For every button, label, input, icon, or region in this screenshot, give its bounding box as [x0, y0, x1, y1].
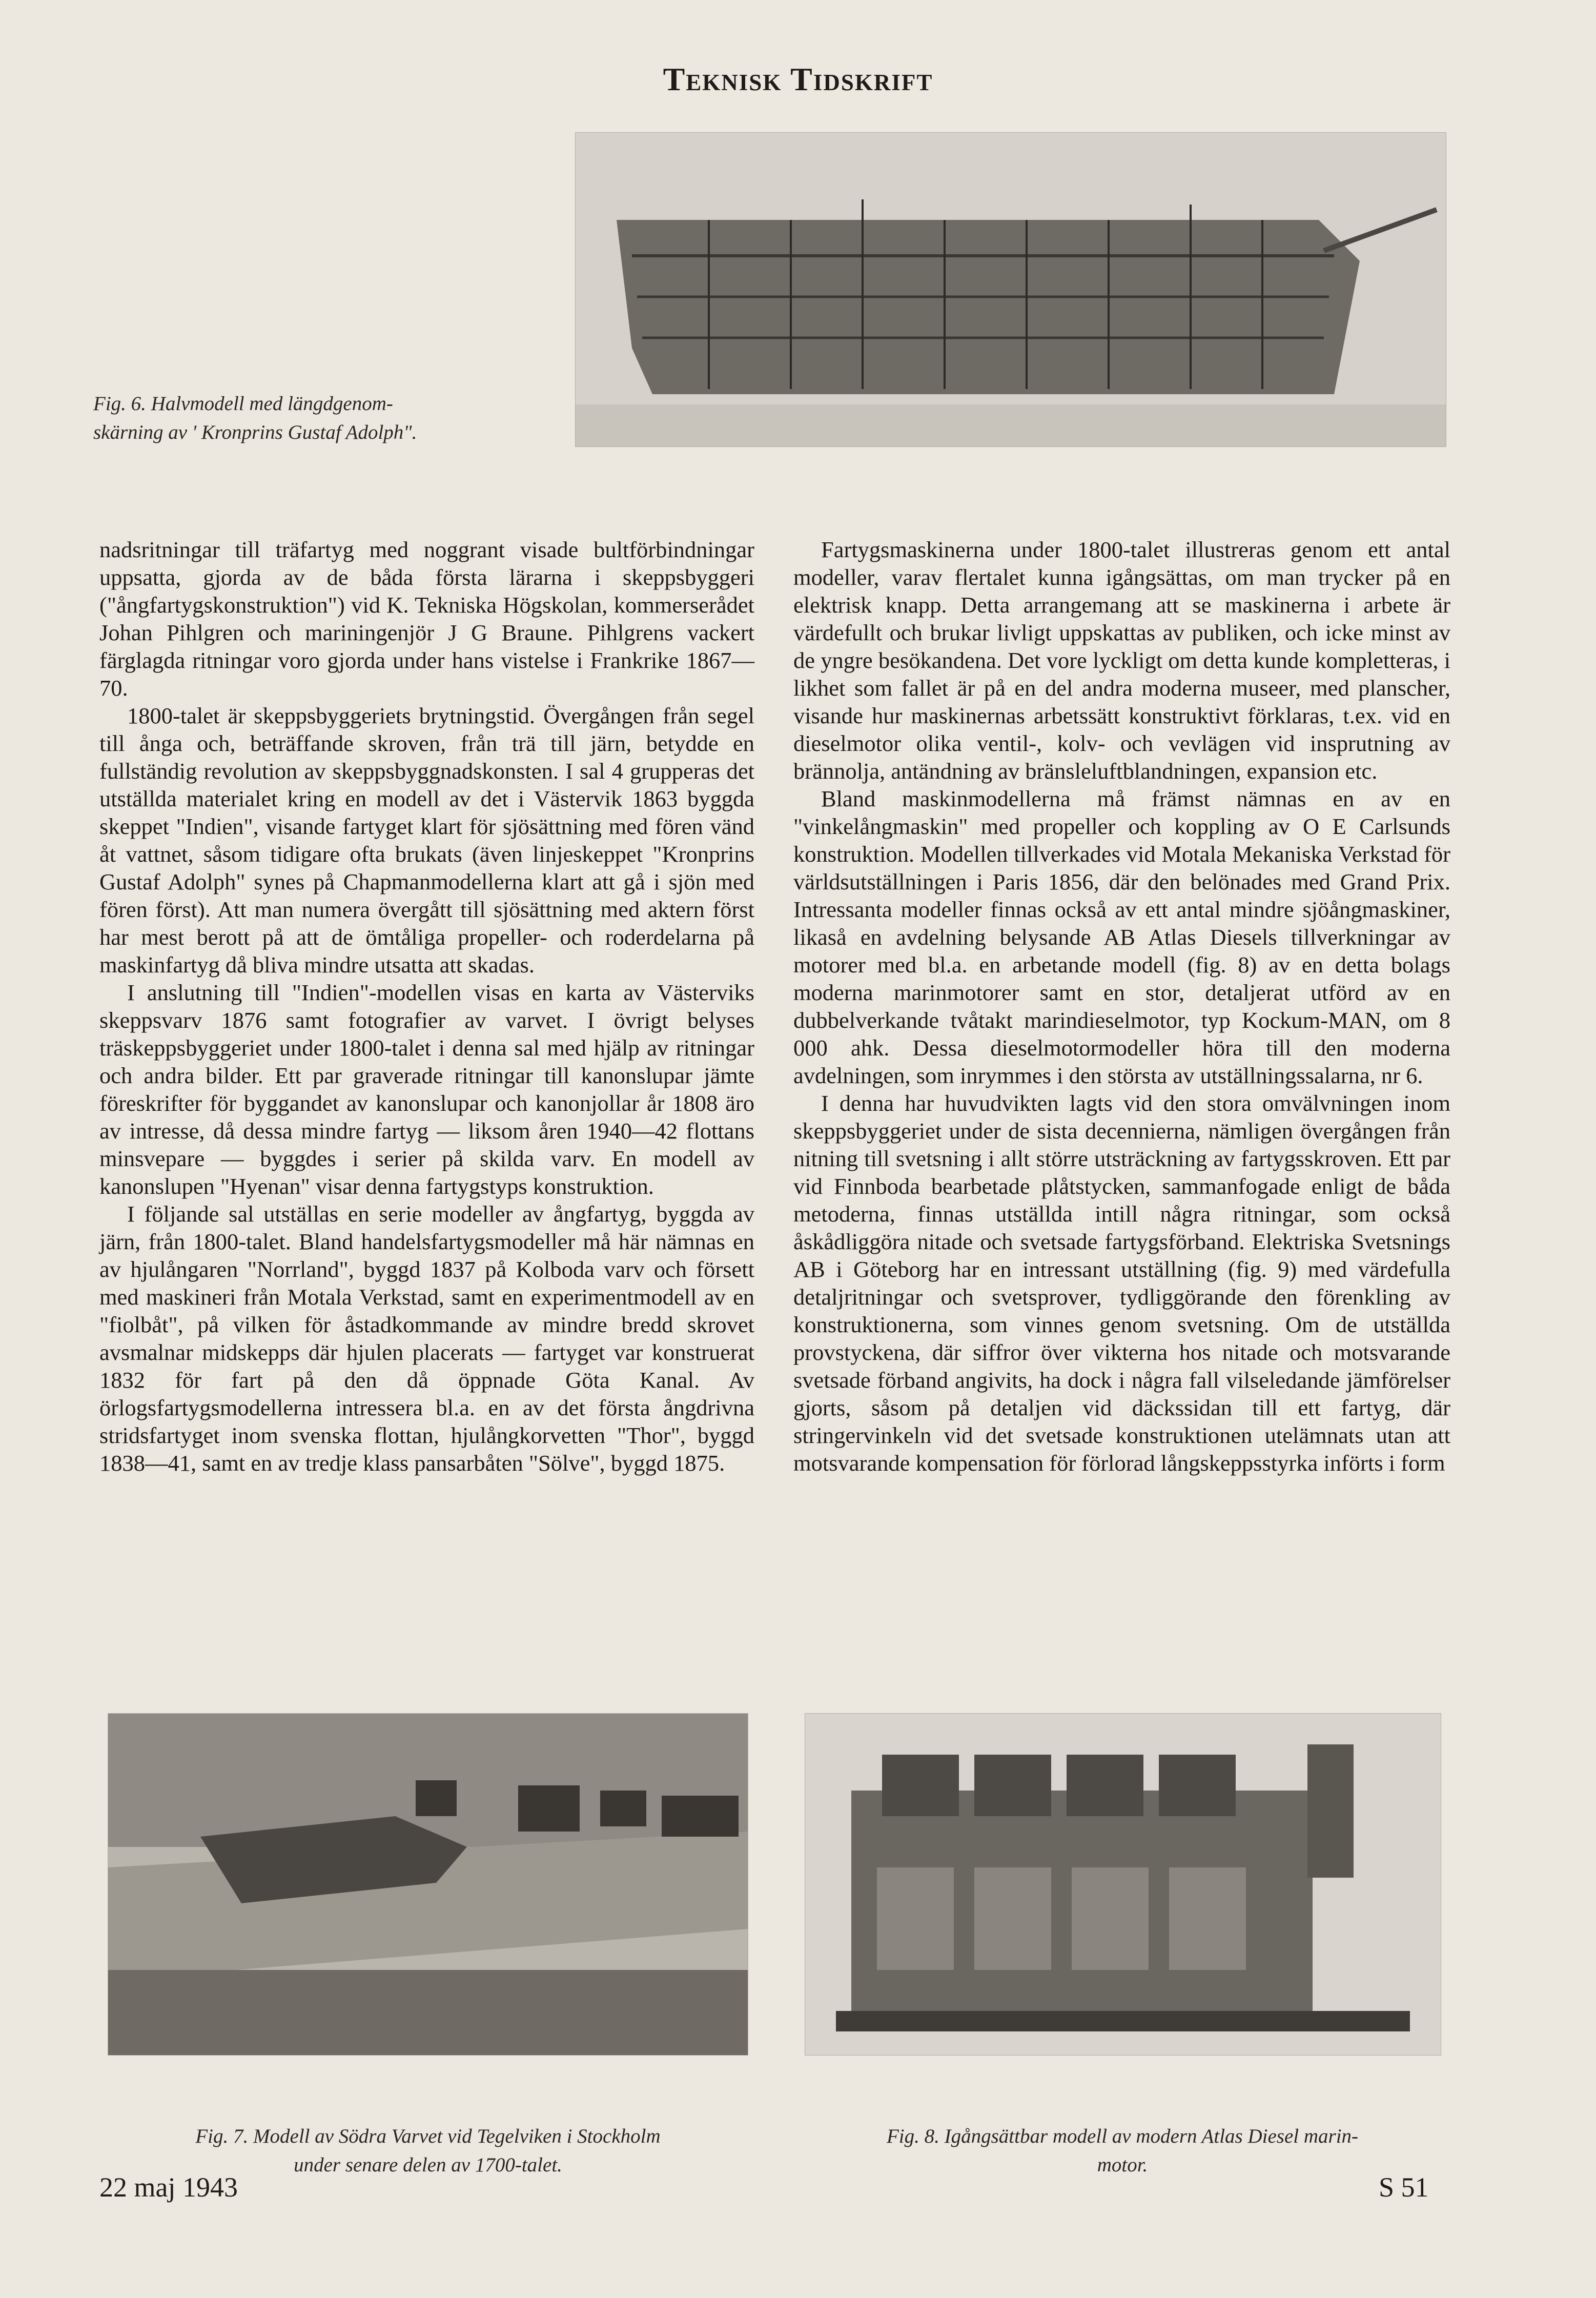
fig7-shipyard-model-photo: [108, 1713, 748, 2056]
fig8-caption: [789, 2122, 1456, 2180]
fig8-caption-line2: motor.: [1097, 2154, 1148, 2176]
left-text-column: [99, 536, 754, 1477]
fig8-caption-line1: Fig. 8. Igångsättbar modell av modern Atlas Diesel marin-: [886, 2125, 1359, 2147]
left-paragraph-3: I anslutning till "Indien"-modellen visas en karta av Västerviks skeppsvarv 1876 samt fotografier av varvet. I övrigt belyses träskeppsbyggeriet under 1800-talet i denna sal med hjälp av ritningar och andra bilder. Ett par graverade ritningar till kanonslupar jämte föreskrifter för byggandet av kanonslupar och kanonjollar år 1808 äro av intresse, då dessa mindre fartyg — liksom åren 1940—42 flottans minsvepare — byggdes i serier på skilda varv. En modell av kanonslupen "Hyenan" visar denna fartygstyps konstruktion.: [99, 980, 754, 1199]
left-paragraph-4: I följande sal utställas en serie modeller av ångfartyg, byggda av järn, från 1800-talet. Bland handelsfartygsmodeller må här nämnas en av hjulångaren "Norrland", byggd 1837 på Kolboda varv och försett med maskineri från Motala Verkstad, samt en experimentmodell av en "fiolbåt", på vilken för åstadkommande av mindre bredd skrovet avsmalnar midskepps där hjulen placerats — fartyget var konstruerat 1832 för fart på den då öppnade Göta Kanal. Av örlogsfartygsmodellerna intressera bl.a. en av det första ångdrivna stridsfartyget inom svenska flottan, hjulångkorvetten "Thor", byggd 1838—41, samt en av tredje klass pansarbåten "Sölve", byggd 1875.: [99, 1201, 754, 1476]
fig7-caption-line1: Fig. 7. Modell av Södra Varvet vid Tegelviken i Stockholm: [195, 2125, 661, 2147]
fig6-ship-halfmodel-photo: [575, 132, 1446, 447]
fig7-caption-line2: under senare delen av 1700-talet.: [294, 2154, 562, 2176]
journal-title: Teknisk Tidskrift: [663, 61, 933, 97]
fig6-caption-line1: Fig. 6. Halvmodell med längdgenom-: [93, 393, 393, 415]
fig6-caption: [93, 390, 555, 447]
right-paragraph-3: I denna har huvudvikten lagts vid den stora omvälvningen inom skeppsbyggeriet under de sista decennierna, nämligen övergången från nitning till svetsning i allt större utsträckning av fartygsskroven. Ett par vid Finnboda bearbetade plåtstycken, sammanfogade enligt de båda metoderna, finnas utställda intill några ritningar, som också åskådliggöra nitade och svetsade fartygsförband. Elektriska Svetsnings AB i Göteborg har en intressant utställning (fig. 9) med värdefulla detaljritningar och svetsprover, tydliggörande den förenkling av konstruktionerna, som vinnes genom svetsning. Om de utställda provstyckena, där siffror över vikterna hos nitade och motsvarande svetsade förband angivits, ha dock i några fall vilseledande jämförelser gjorts, såsom på detaljen vid däckssidan till ett fartyg, där stringervinkeln vid det svetsade konstruktionen utelämnats utan att motsvarande kompensation för förlorad långskeppsstyrka införts i form: [793, 1090, 1450, 1476]
footer-page-number: S 51: [1379, 2172, 1429, 2203]
right-paragraph-1: Fartygsmaskinerna under 1800-talet illustreras genom ett antal modeller, varav flertalet kunna igångsättas, om man trycker på en elektrisk knapp. Detta arrangemang att se maskinerna i arbete är värdefullt och brukar livligt uppskattas av publiken, och icke minst av de yngre besökandena. Det vore lyckligt om detta kunde kompletteras, i likhet som fallet är på en del andra moderna museer, med planscher, visande hur maskinernas arbetssätt konstruktivt förklaras, t.ex. vid en dieselmotor olika ventil-, kolv- och vevlägen vid insprutning av brännolja, antändning av bränsleluftblandningen, expansion etc.: [793, 537, 1450, 784]
left-paragraph-1: nadsritningar till träfartyg med noggrant visade bultförbindningar uppsatta, gjorda av de båda första lärarna i skeppsbyggeri ("ångfartygskonstruktion") vid K. Tekniska Högskolan, kommerserådet Johan Pihlgren och mariningenjör J G Braune. Pihlgrens vackert färglagda ritningar voro gjorda under hans vistelse i Frankrike 1867—70.: [99, 537, 754, 701]
fig8-diesel-engine-photo: [805, 1713, 1441, 2056]
footer-date: 22 maj 1943: [99, 2172, 238, 2203]
fig6-caption-line2: skärning av ' Kronprins Gustaf Adolph".: [93, 421, 417, 443]
right-paragraph-2: Bland maskinmodellerna må främst nämnas en av en "vinkelångmaskin" med propeller och koppling av O E Carlsunds konstruktion. Modellen tillverkades vid Motala Mekaniska Verkstad för världsutställningen i Paris 1856, där den belönades med Grand Prix. Intressanta modeller finnas också av ett antal mindre sjöångmaskiner, likaså en avdelning belysande AB Atlas Diesels tillverkningar av motorer med bl.a. en arbetande modell (fig. 8) av en detta bolags moderna marinmotorer samt en stor, detaljerat utförd av en dubbelverkande tvåtakt marindieselmotor, typ Kockum-MAN, om 8 000 ahk. Dessa dieselmotormodeller höra till den moderna avdelningen, som inrymmes i den största av utställningssalarna, nr 6.: [793, 786, 1450, 1088]
left-paragraph-2: 1800-talet är skeppsbyggeriets brytningstid. Övergången från segel till ånga och, beträffande skroven, från trä till järn, betydde en fullständig revolution av skeppsbyggnadskonsten. I sal 4 grupperas det utställda materialet kring en modell av det i Västervik 1863 byggda skeppet "Indien", visande fartyget klart för sjösättning med fören vänd åt vattnet, såsom tidigare ofta brukats (även linjeskeppet "Kronprins Gustaf Adolph" synes på Chapmanmodellerna klart att gå i sjön med fören först). Att man numera övergått till sjösättning med aktern först har mest berott på att de ömtåliga propeller- och roderdelarna på maskinfartyg då bliva mindre utsatta att skadas.: [99, 703, 754, 978]
right-text-column: [793, 536, 1450, 1477]
